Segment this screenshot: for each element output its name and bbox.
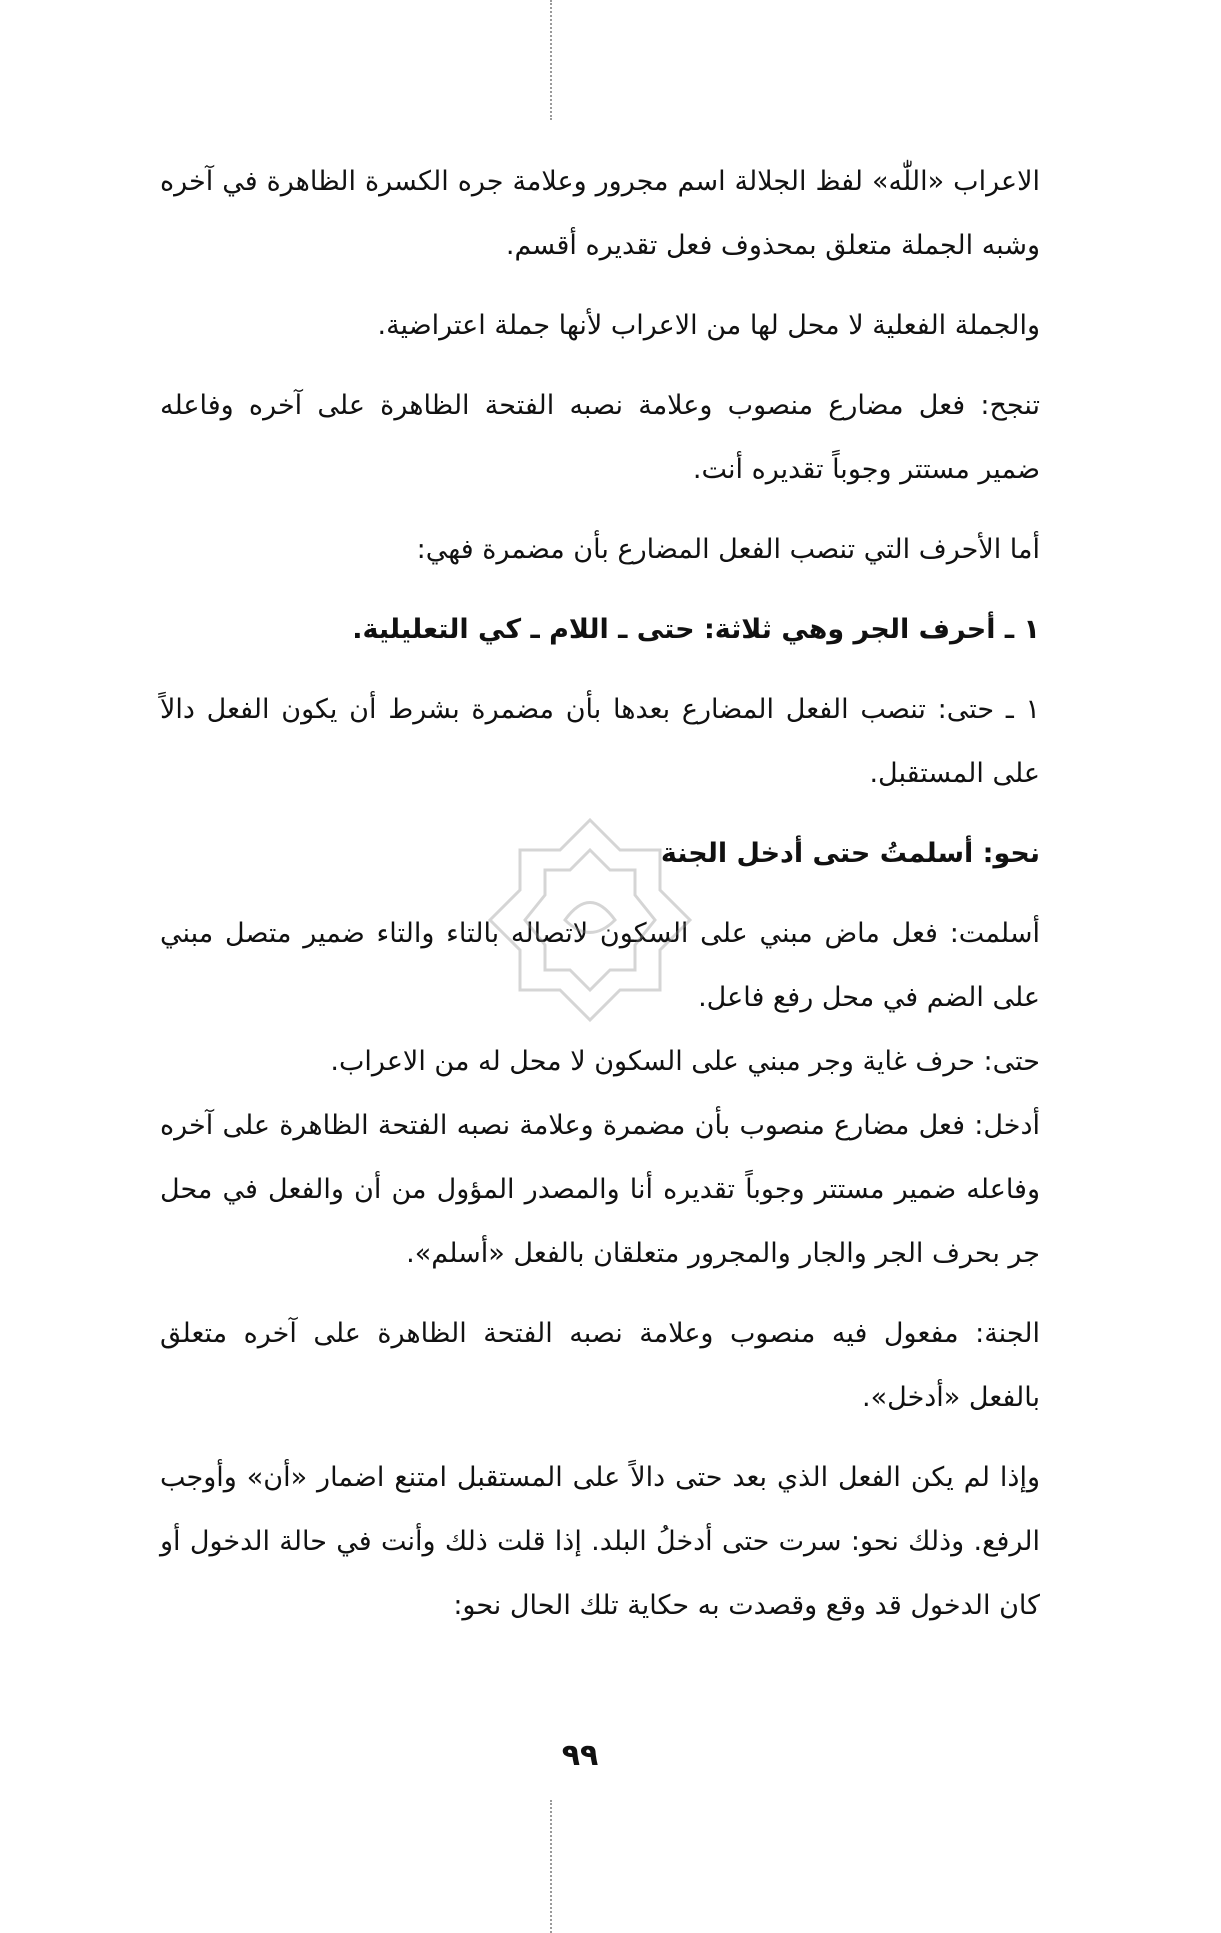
paragraph-1: الاعراب «اللّٰه» لفظ الجلالة اسم مجرور وعلامة جره الكسرة الظاهرة في آخره وشبه الجملة متعلق بمحذوف فعل تقديره أقسم. [160, 166, 1040, 261]
bottom-fold-mark [550, 1800, 552, 1933]
paragraph-3: تنجح: فعل مضارع منصوب وعلامة نصبه الفتحة الظاهرة على آخره وفاعله ضمير مستتر وجوباً تقديره أنت. [160, 390, 1040, 485]
paragraph-2: والجملة الفعلية لا محل لها من الاعراب لأنها جملة اعتراضية. [377, 310, 1040, 341]
paragraph-5-heading: ١ ـ أحرف الجر وهي ثلاثة: حتى ـ اللام ـ كي التعليلية. [352, 614, 1040, 645]
paragraph-4: أما الأحرف التي تنصب الفعل المضارع بأن مضمرة فهي: [416, 534, 1040, 565]
top-fold-mark [550, 0, 552, 120]
seal-watermark-icon [470, 810, 710, 1040]
paragraph-10: أدخل: فعل مضارع منصوب بأن مضمرة وعلامة نصبه الفتحة الظاهرة على آخره وفاعله ضمير مستتر وجوباً تقديره أنا والمصدر المؤول من أن والفعل في محل جر بحرف الجر والجار والمجرور متعلقان بالفعل «أسلم». [160, 1110, 1040, 1269]
paragraph-6: ١ ـ حتى: تنصب الفعل المضارع بعدها بأن مضمرة بشرط أن يكون الفعل دالاً على المستقبل. [160, 694, 1040, 789]
paragraph-12: وإذا لم يكن الفعل الذي بعد حتى دالاً على المستقبل امتنع اضمار «أن» وأوجب الرفع. وذلك نحو: سرت حتى أدخلُ البلد. إذا قلت ذلك وأنت في حالة الدخول أو كان الدخول قد وقع وقصدت به حكاية تلك الحال نحو: [160, 1462, 1040, 1621]
paragraph-7-example: نحو: أسلمتُ حتى أدخل الجنة [660, 838, 1040, 869]
paragraph-8: أسلمت: فعل ماض مبني على السكون لاتصاله بالتاء والتاء ضمير متصل مبني على الضم في محل رفع فاعل. [160, 918, 1040, 1013]
page-number: ٩٩ [561, 1738, 599, 1773]
paragraph-11: الجنة: مفعول فيه منصوب وعلامة نصبه الفتحة الظاهرة على آخره متعلق بالفعل «أدخل». [160, 1318, 1040, 1413]
paragraph-9: حتى: حرف غاية وجر مبني على السكون لا محل له من الاعراب. [330, 1046, 1040, 1077]
